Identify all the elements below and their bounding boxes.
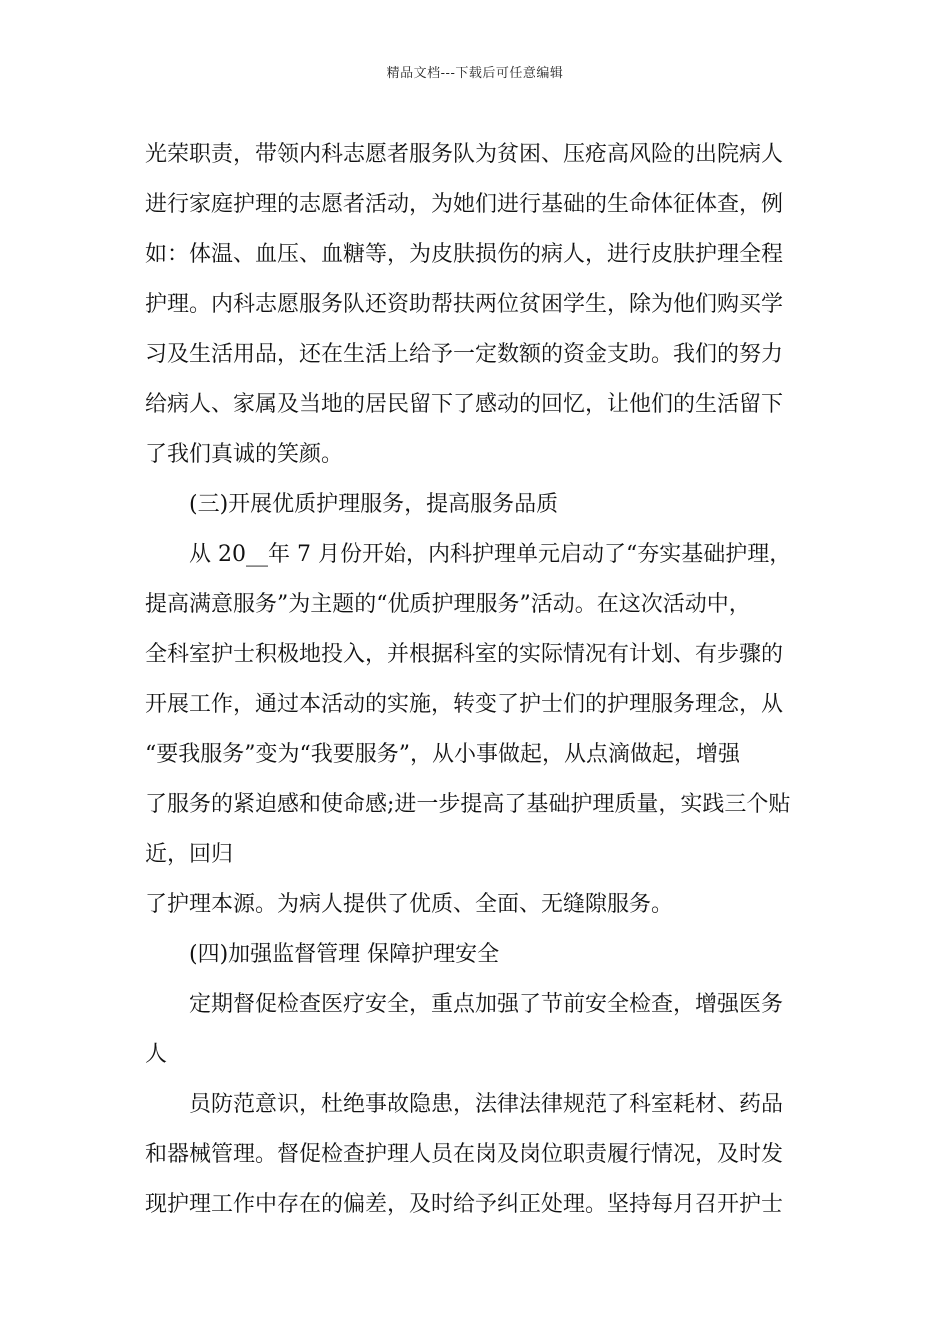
text-line: 进行家庭护理的志愿者活动，为她们进行基础的生命体征体查，例 xyxy=(145,192,784,217)
section-heading: (四)加强监督管理 保障护理安全 xyxy=(189,942,500,967)
text-line: 习及生活用品，还在生活上给予一定数额的资金支助。我们的努力 xyxy=(145,342,784,367)
text-line: 给病人、家属及当地的居民留下了感动的回忆，让他们的生活留下 xyxy=(145,392,784,417)
text-line: 人 xyxy=(145,1042,168,1067)
text-line: 如：体温、血压、血糖等，为皮肤损伤的病人，进行皮肤护理全程 xyxy=(145,242,784,267)
text-line: 员防范意识，杜绝事故隐患，法律法律规范了科室耗材、药品 xyxy=(189,1092,784,1117)
text-line: 了服务的紧迫感和使命感;进一步提高了基础护理质量，实践三个贴 xyxy=(145,792,791,817)
text-line: 现护理工作中存在的偏差，及时给予纠正处理。坚持每月召开护士 xyxy=(145,1192,784,1217)
text-line: 了护理本源。为病人提供了优质、全面、无缝隙服务。 xyxy=(145,892,674,917)
text-line: 全科室护士积极地投入，并根据科室的实际情况有计划、有步骤的 xyxy=(145,642,784,667)
text-line: 光荣职责，带领内科志愿者服务队为贫困、压疮高风险的出院病人 xyxy=(145,142,784,167)
text-line: 护理。内科志愿服务队还资助帮扶两位贫困学生，除为他们购买学 xyxy=(145,292,784,317)
body-text xyxy=(145,130,810,1230)
text-line: 提高满意服务”为主题的“优质护理服务”活动。在这次活动中， xyxy=(145,592,751,617)
text-line: 近，回归 xyxy=(145,842,234,867)
text-line: “要我服务”变为“我要服务”，从小事做起，从点滴做起，增强 xyxy=(145,742,740,767)
text-line: 和器械管理。督促检查护理人员在岗及岗位职责履行情况，及时发 xyxy=(145,1142,784,1167)
page-header: 精品文档---下载后可任意编辑 xyxy=(386,66,564,81)
text-line: 开展工作，通过本活动的实施，转变了护士们的护理服务理念，从 xyxy=(145,692,784,717)
text-line: 从 20__年 7 月份开始，内科护理单元启动了“夯实基础护理， xyxy=(189,542,792,567)
text-line: 定期督促检查医疗安全，重点加强了节前安全检查，增强医务 xyxy=(189,992,784,1017)
text-line: 了我们真诚的笑颜。 xyxy=(145,442,344,467)
section-heading: (三)开展优质护理服务，提高服务品质 xyxy=(189,492,559,517)
